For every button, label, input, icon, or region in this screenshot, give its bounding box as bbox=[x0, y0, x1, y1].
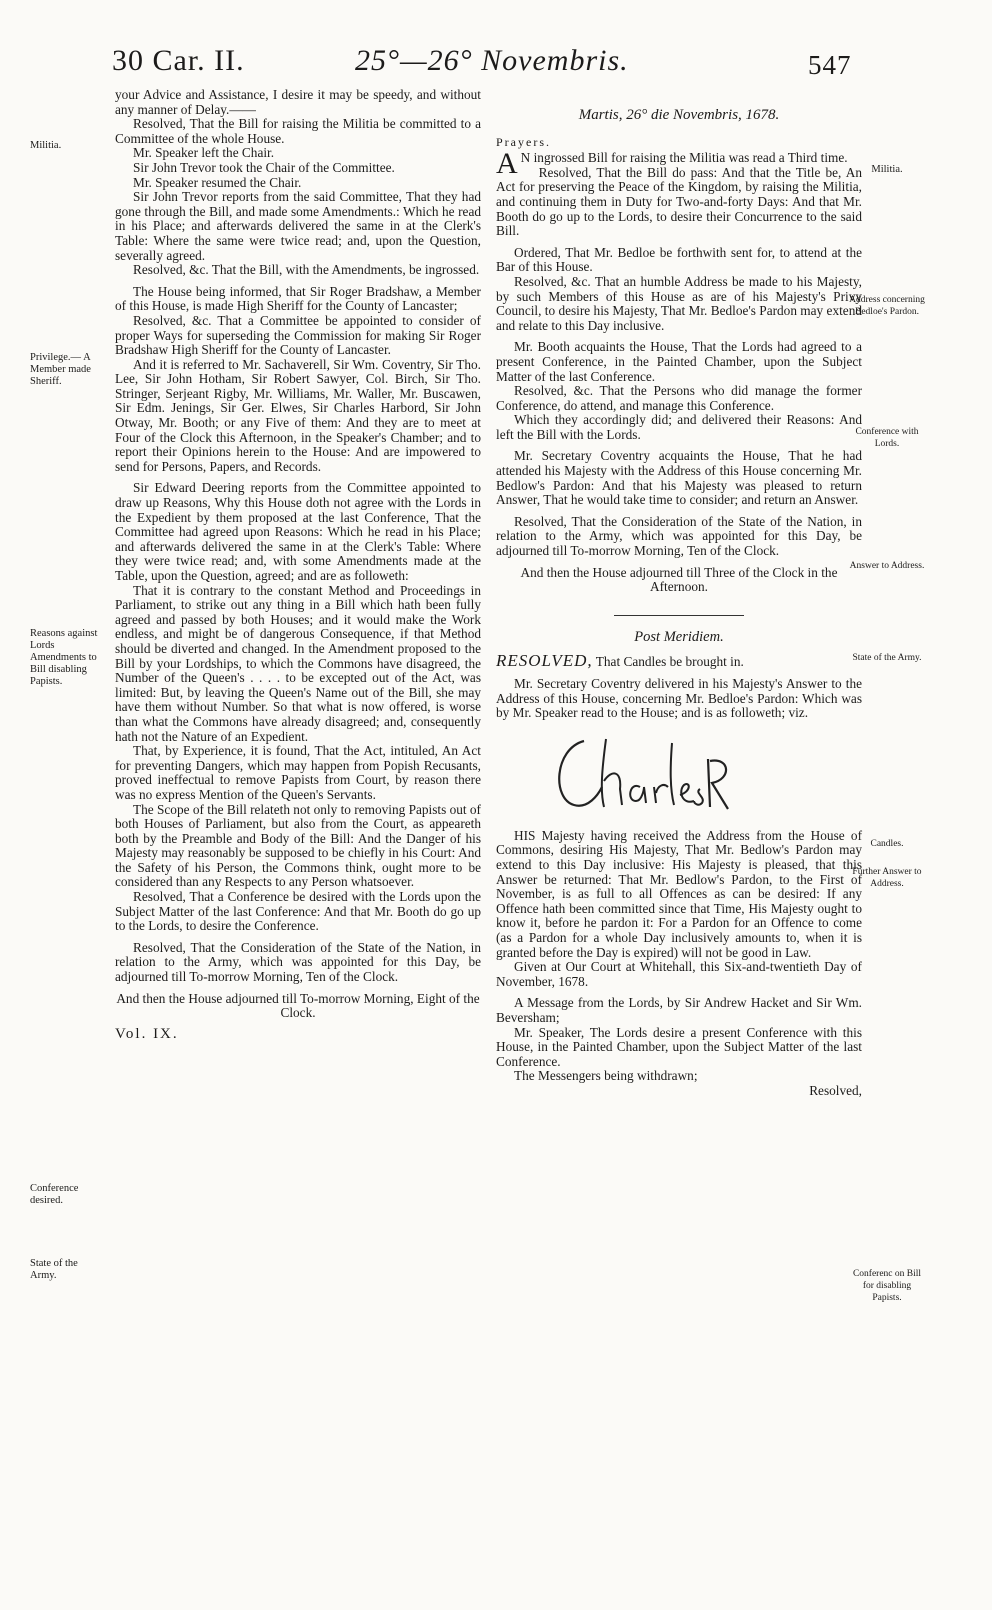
paragraph: RESOLVED, That Candles be brought in. bbox=[496, 651, 744, 671]
paragraph: Resolved, That the Consideration of the State of the Nation, in relation to the Army, which was appointed for this Day, be adjourned till To-morrow Morning, Ten of the Clock. bbox=[496, 513, 862, 559]
paragraph: Mr. Booth acquaints the House, That the Lords had agreed to a present Conference, in the Painted Chamber, upon the Subject Matter of the last Conference. bbox=[496, 339, 862, 384]
margin-note: Conferenc on Bill for disabling Papists. bbox=[852, 1269, 922, 1303]
paragraph: Sir John Trevor reports from the said Committee, That they had gone through the Bill, and made some Amendments.: Which he read in his Place; and afterwards delivered the same in at the Clerk's Table: Where the same were twice read; and, upon the Question, severally agreed. bbox=[115, 189, 481, 263]
paragraph: Mr. Speaker left the Chair. bbox=[133, 145, 275, 161]
paragraph: Resolved, &c. That a Committee be appointed to consider of proper Ways for superseding the Commission for making Sir Roger Bradshaw High Sheriff for the County of Lancaster. bbox=[115, 312, 481, 358]
paragraph: Mr. Speaker resumed the Chair. bbox=[133, 174, 302, 190]
volume-signature: Vol. IX. bbox=[115, 1025, 179, 1042]
paragraph: The Scope of the Bill relateth not only to removing Papists out of both Houses of Parliament, but also from the Court, as appeareth both by the Preamble and Body of the Bill: And the Danger of his Majesty may reasonably be supposed to be chiefly in his Court: And the Safety of his Person, the Commons think, ought more to be considered than any Respects to any Person whatsoever. bbox=[115, 801, 481, 890]
margin-note: Candles. bbox=[870, 839, 904, 849]
drop-cap: A bbox=[496, 147, 518, 181]
paragraph: Given at Our Court at Whitehall, this Six-and-twentieth Day of November, 1678. bbox=[496, 959, 862, 989]
margin-note: Answer to Address. bbox=[849, 561, 925, 571]
margin-note: Further Answer to Address. bbox=[852, 867, 922, 889]
margin-note: Militia. bbox=[871, 164, 903, 175]
right-column bbox=[496, 108, 862, 1098]
running-head-dates: 25°—26° Novembris. bbox=[355, 44, 629, 77]
running-head-regnal-year: 30 Car. II. bbox=[112, 44, 245, 77]
paragraph: The House being informed, that Sir Roger Bradshaw, a Member of this House, is made High Sheriff for the County of Lancaster; bbox=[115, 283, 481, 314]
paragraph: Resolved, &c. That the Bill, with the Amendments, be ingrossed. bbox=[133, 262, 480, 278]
paragraph: Sir John Trevor took the Chair of the Committee. bbox=[133, 159, 395, 175]
resolved-heading: RESOLVED, bbox=[496, 651, 593, 671]
paragraph: HIS Majesty having received the Address from the House of Commons, desiring His Majesty, That Mr. Bedlow's Pardon may extend to this Day inclusive: His Majesty is pleased, that this Answer be returned: That Mr. Bedlow's Pardon, to the First of November, is as full to all Offences as can be desired: If any Offence hath been committed since that Time, His Majesty ought to know it, before he pardon it: For a Pardon for an Offence to come (as a Pardon for a whole Day inclusively amounts to, when it is granted before the Day is expired) will not be good in Law. bbox=[496, 827, 862, 960]
margin-note: Conference desired. bbox=[30, 1183, 79, 1206]
signature-image bbox=[544, 729, 734, 817]
paragraph: Resolved, &c. That the Persons who did manage the former Conference, do attend, and manage this Conference. bbox=[496, 383, 862, 413]
paragraph: Mr. Secretary Coventry delivered in his Majesty's Answer to the Address of this House, concerning Mr. Bedloe's Pardon: Which was by Mr. Speaker read to the House; and is as followeth; viz. bbox=[496, 676, 862, 721]
margin-note: Privilege.— A Member made Sheriff. bbox=[30, 352, 91, 387]
paragraph: Resolved, &c. That an humble Address be made to his Majesty, by such Members of this House as are of his Majesty's Privy Council, to desire his Majesty, That Mr. Bedloe's Pardon may extend and relate to this Day inclusive. bbox=[496, 273, 862, 333]
day-heading: Martis, 26° die Novembris, 1678. bbox=[578, 107, 780, 123]
section-divider bbox=[614, 615, 744, 616]
royal-signature bbox=[496, 729, 862, 821]
post-meridiem-heading: Post Meridiem. bbox=[634, 628, 724, 645]
margin-note: Conference with Lords. bbox=[855, 427, 919, 449]
page-number: 547 bbox=[808, 50, 852, 80]
paragraph: Resolved, That the Consideration of the State of the Nation, in relation to the Army, which was appointed for this Day, be adjourned till To-morrow Morning, Ten of the Clock. bbox=[115, 939, 481, 985]
paragraph: Mr. Speaker, The Lords desire a present Conference with this House, in the Painted Chamber, upon the Subject Matter of the last Conference. bbox=[496, 1024, 862, 1069]
paragraph: Sir Edward Deering reports from the Committee appointed to draw up Reasons, Why this House doth not agree with the Lords in the Expedient by them proposed at the last Conference, That the Committee had agreed upon Reasons: Which he read in his Place; and afterwards delivered the same in at the Clerk's Table: Where they were twice read; and, with some Amendments made at the Table, upon the Question, agreed; and are as followeth: bbox=[115, 480, 481, 583]
paragraph: That, by Experience, it is found, That the Act, intituled, An Act for preventing Dangers, which may happen from Popish Recusants, proved ineffectual to remove Papists from Court, by reason there was no express Mention of the Queen's Servants. bbox=[115, 743, 481, 802]
margin-note: Reasons against Lords Amendments to Bill disabling Papists. bbox=[30, 628, 98, 687]
paragraph: Resolved, That a Conference be desired with the Lords upon the Subject Matter of the last Conference: And that Mr. Booth do go up to the Lords, to desire the Conference. bbox=[115, 889, 481, 934]
adjournment-line: And then the House adjourned till Three of the Clock in the Afternoon. bbox=[520, 564, 838, 595]
margin-note: State of the Army. bbox=[30, 1258, 78, 1281]
paragraph: Resolved, That the Bill for raising the Militia be committed to a Committee of the whole House. bbox=[115, 116, 481, 146]
adjournment-line: And then the House adjourned till To-morrow Morning, Eight of the Clock. bbox=[116, 990, 480, 1021]
margin-note: State of the Army. bbox=[852, 653, 922, 663]
left-column bbox=[115, 88, 481, 1041]
catchword: Resolved, bbox=[809, 1082, 862, 1098]
paragraph: your Advice and Assistance, I desire it may be speedy, and without any manner of Delay.—— bbox=[115, 87, 481, 117]
prayers-heading: Prayers. bbox=[496, 134, 551, 149]
paragraph: That it is contrary to the constant Method and Proceedings in Parliament, to strike out any thing in a Bill which hath been fully agreed and passed by both Houses; and it would make the Work endless, and might be of dangerous Consequence, if that Method should be diverted and changed. In the Amendment proposed to the Bill by your Lordships, to which the Commons have disagreed, the Number of the Queen's . . . . to be excepted out of the Act, was limited: But, by leaving the Queen's Name out of the Bill, she may have them without Number. So that what is now offered, is worse than what the Commons have already disagreed; and, consequently hath not the Nature of an Expedient. bbox=[115, 582, 481, 744]
paragraph: A N ingrossed Bill for raising the Militia was read a Third time. bbox=[496, 147, 848, 181]
paragraph: Resolved, That the Bill do pass: And that the Title be, An Act for preserving the Peace of the Kingdom, by raising the Militia, and continuing them in Duty for Two-and-forty Days: And that Mr. Booth do go up to the Lords, to desire their Concurrence to the said Bill. bbox=[496, 164, 862, 239]
paragraph: The Messengers being withdrawn; bbox=[514, 1068, 698, 1084]
margin-note: Militia. bbox=[30, 140, 62, 151]
paragraph: Mr. Secretary Coventry acquaints the House, That he had attended his Majesty with the Address of this House concerning Mr. Bedlow's Pardon: And that his Majesty was pleased to return Answer, That he would take time to consider; and return an Answer. bbox=[496, 448, 862, 508]
paragraph: A Message from the Lords, by Sir Andrew Hacket and Sir Wm. Beversham; bbox=[496, 995, 862, 1025]
margin-note: Address concerning Bedloe's Pardon. bbox=[849, 295, 925, 317]
paragraph: Ordered, That Mr. Bedloe be forthwith sent for, to attend at the Bar of this House. bbox=[496, 244, 862, 275]
paragraph: And it is referred to Mr. Sachaverell, Sir Wm. Coventry, Sir Tho. Lee, Sir John Hotham, Sir Robert Sawyer, Col. Birch, Sir Tho. Stringer, Serjeant Rigby, Mr. Williams, Mr. Waller, Mr. Buscawen, Sir Edm. Jenings, Sir Ger. Elwes, Sir Charles Harbord, Sir John Otway, Mr. Booth; or any Five of them: And they are to meet at Four of the Clock this Afternoon, in the Speaker's Chamber; and to report their Opinions herein to the House: And are impowered to send for Persons, Papers, and Records. bbox=[115, 356, 481, 474]
paragraph: Which they accordingly did; and delivered their Reasons: And left the Bill with the Lords. bbox=[496, 412, 862, 442]
